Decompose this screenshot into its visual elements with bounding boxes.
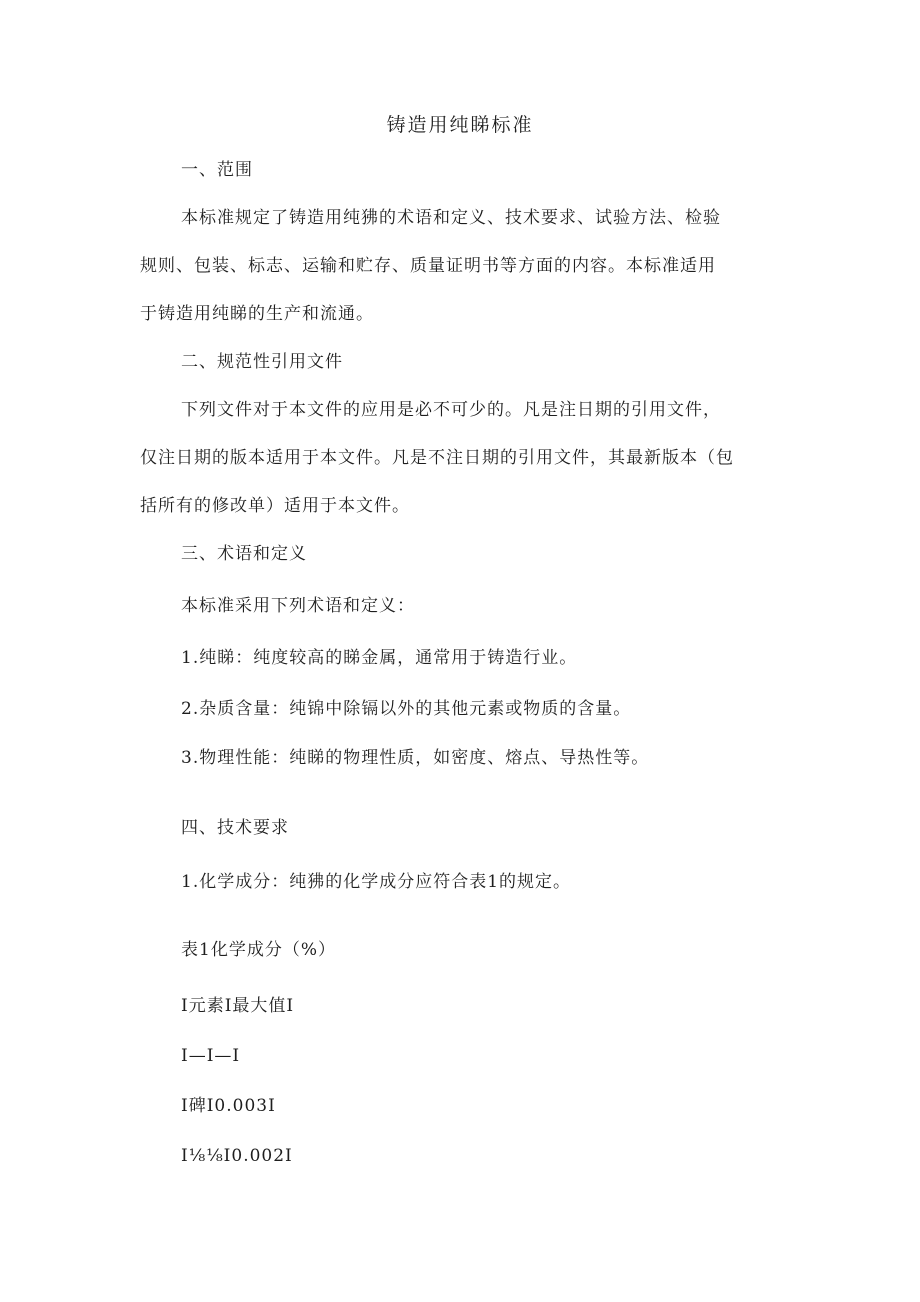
refs-paragraph — [140, 398, 790, 542]
term-item-2: 2.杂质含量：纯锦中除镉以外的其他元素或物质的含量。 — [181, 699, 632, 719]
table-row-arsenic: I碑I0.003I — [181, 1096, 276, 1116]
scope-paragraph — [140, 206, 790, 350]
terms-intro: 本标准采用下列术语和定义： — [181, 596, 415, 616]
scope-heading: 一、范围 — [181, 160, 253, 180]
refs-line-3: 括所有的修改单）适用于本文件。 — [140, 496, 410, 516]
tech-heading: 四、技术要求 — [181, 818, 289, 838]
document-title: 铸造用纯睇标准 — [386, 114, 534, 136]
table-separator-row: I—I—I — [181, 1046, 241, 1066]
table-caption: 表1化学成分（%） — [181, 940, 336, 960]
term-item-3: 3.物理性能：纯睇的物理性质，如密度、熔点、导热性等。 — [181, 748, 650, 768]
table-header-row: I元素I最大值I — [181, 996, 295, 1016]
refs-heading: 二、规范性引用文件 — [181, 352, 343, 372]
refs-line-1: 下列文件对于本文件的应用是必不可少的。凡是注日期的引用文件， — [181, 400, 721, 420]
refs-line-2: 仅注日期的版本适用于本文件。凡是不注日期的引用文件，其最新版本（包 — [140, 448, 734, 468]
scope-line-2: 规则、包装、标志、运输和贮存、质量证明书等方面的内容。本标准适用 — [140, 256, 716, 276]
tech-item-1: 1.化学成分：纯狒的化学成分应符合表1的规定。 — [181, 872, 572, 892]
term-item-1: 1.纯睇：纯度较高的睇金属，通常用于铸造行业。 — [181, 648, 578, 668]
scope-line-1: 本标准规定了铸造用纯狒的术语和定义、技术要求、试验方法、检验 — [181, 208, 721, 228]
table-row-unknown: I⅛⅛I0.002I — [181, 1146, 293, 1166]
scope-line-3: 于铸造用纯睇的生产和流通。 — [140, 304, 374, 324]
terms-heading: 三、术语和定义 — [181, 544, 307, 564]
